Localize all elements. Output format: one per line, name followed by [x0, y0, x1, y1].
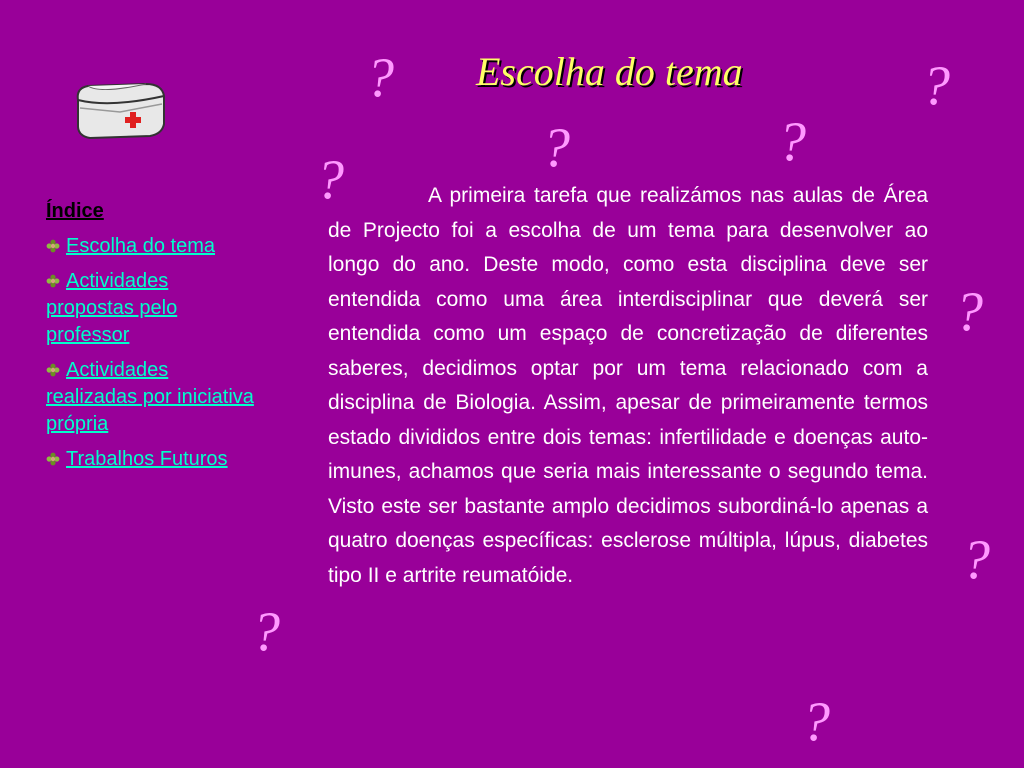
sidebar-link[interactable]: Actividades realizadas por iniciativa própria — [46, 359, 254, 435]
main-paragraph: A primeira tarefa que realizámos nas aulas de Área de Projecto foi a escolha de um tema para desenvolver ao longo do ano. Deste modo, como esta disciplina deve ser entendida como uma área interdisciplinar que deverá ser entendida como um espaço de concretização de diferentes saberes, decidimos optar por um tema relacionado com a disciplina de Biologia. Assim, apesar de primeiramente termos estado divididos entre dois temas: infertilidade e doenças auto-imunes, achamos que seria mais interessante o segundo tema. Visto este ser bastante amplo decidimos subordiná-lo apenas a quatro doenças específicas: esclerose múltipla, lúpus, diabetes tipo II e artrite reumatóide. — [328, 184, 928, 587]
sidebar-heading: Índice — [46, 200, 104, 222]
sidebar-item-actividades-propostas[interactable] — [46, 268, 261, 349]
question-mark-decoration: ? — [962, 529, 990, 591]
sidebar-index — [46, 198, 261, 481]
sidebar-link[interactable]: Trabalhos Futuros — [66, 448, 228, 470]
question-mark-decoration: ? — [252, 601, 280, 663]
first-aid-box-icon — [70, 78, 170, 140]
question-mark-decoration: ? — [316, 149, 344, 211]
question-mark-decoration: ? — [922, 55, 950, 117]
question-mark-decoration: ? — [955, 281, 983, 343]
question-mark-decoration: ? — [802, 691, 830, 753]
question-mark-decoration: ? — [366, 47, 394, 109]
sidebar-item-escolha-do-tema[interactable] — [46, 233, 261, 260]
question-mark-decoration: ? — [778, 111, 806, 173]
page-title: Escolha do tema — [476, 49, 743, 94]
flower-bullet-icon — [46, 239, 60, 253]
flower-bullet-icon — [46, 363, 60, 377]
sidebar-link[interactable]: Actividades propostas pelo professor — [46, 270, 178, 346]
flower-bullet-icon — [46, 274, 60, 288]
sidebar-item-actividades-realizadas[interactable] — [46, 357, 261, 438]
question-mark-decoration: ? — [542, 117, 570, 179]
flower-bullet-icon — [46, 452, 60, 466]
sidebar-link[interactable]: Escolha do tema — [66, 235, 215, 257]
sidebar-item-trabalhos-futuros[interactable] — [46, 446, 261, 473]
